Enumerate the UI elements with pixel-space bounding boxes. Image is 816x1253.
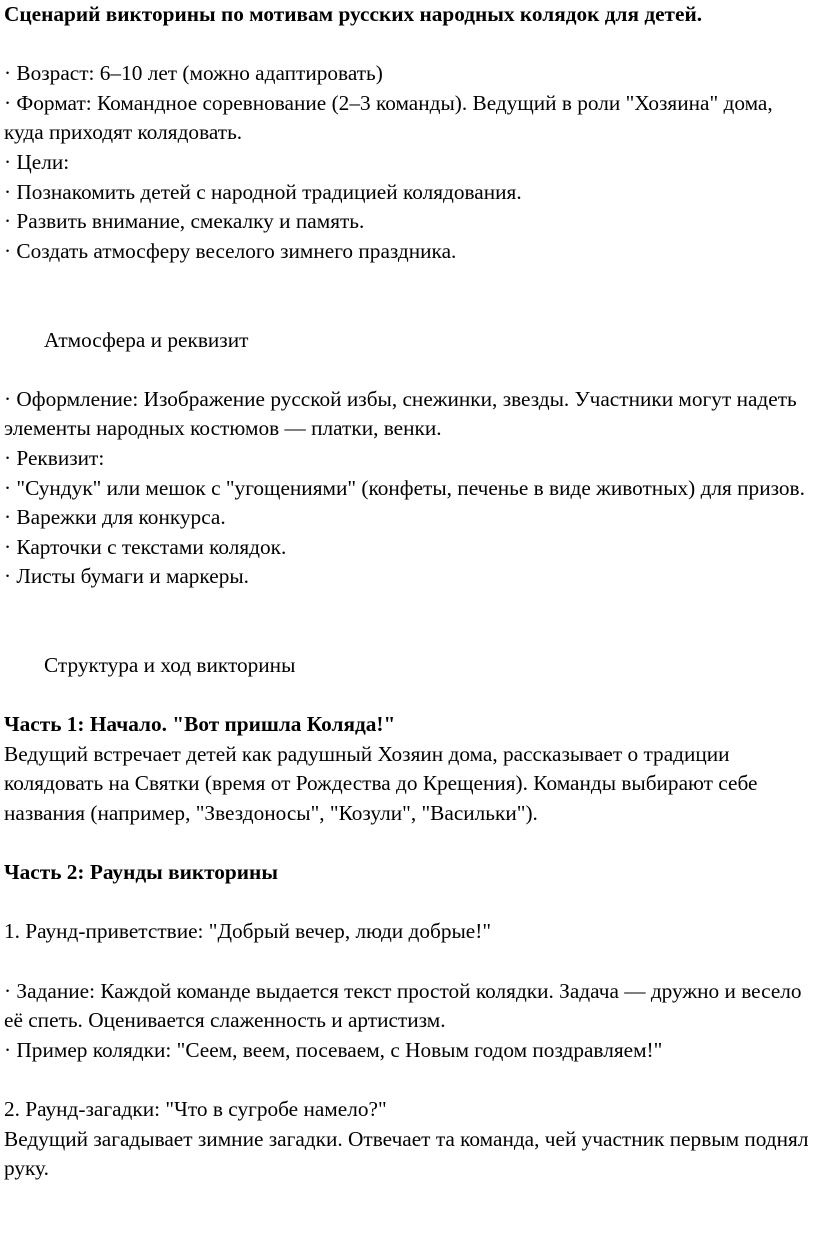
goal-item: · Познакомить детей с народной традицией колядования. xyxy=(4,179,522,204)
spacer xyxy=(4,355,810,385)
section-heading-structure: Структура и ход викторины xyxy=(44,653,296,678)
props-label: · Реквизит: xyxy=(4,445,105,470)
round2-title: 2. Раунд-загадки: "Что в сугробе намело?" xyxy=(4,1096,387,1121)
prop-item: · Варежки для конкурса. xyxy=(4,505,226,530)
spacer xyxy=(4,592,810,651)
round1-task: · Задание: Каждой команде выдается текст простой колядки. Задача — дружно и весело её спеть. Оценивается слаженность и артистизм. xyxy=(4,978,802,1033)
spacer xyxy=(4,30,810,60)
prop-item: · "Сундук" или мешок с "угощениями" (конфеты, печенье в виде животных) для призов. xyxy=(4,475,805,500)
spacer xyxy=(4,681,810,711)
spacer xyxy=(4,266,810,325)
document-title: Сценарий викторины по мотивам русских народных колядок для детей. xyxy=(4,2,703,26)
spacer xyxy=(4,947,810,977)
meta-format: · Формат: Командное соревнование (2–3 команды). Ведущий в роли "Хозяина" дома, куда приходят колядовать. xyxy=(4,90,773,145)
spacer xyxy=(4,829,810,859)
part2-title: Часть 2: Раунды викторины xyxy=(4,860,278,885)
meta-age: · Возраст: 6–10 лет (можно адаптировать) xyxy=(4,61,383,86)
goal-item: · Развить внимание, смекалку и память. xyxy=(4,209,365,234)
prop-item: · Карточки с текстами колядок. xyxy=(4,534,287,559)
meta-goals-label: · Цели: xyxy=(4,149,70,174)
atmosphere-decoration: · Оформление: Изображение русской избы, снежинки, звезды. Участники могут надеть элементы народных костюмов — платки, венки. xyxy=(4,386,797,441)
prop-item: · Листы бумаги и маркеры. xyxy=(4,564,249,589)
round2-text: Ведущий загадывает зимние загадки. Отвечает та команда, чей участник первым поднял руку. xyxy=(4,1126,809,1181)
round1-title: 1. Раунд-приветствие: "Добрый вечер, люди добрые!" xyxy=(4,919,492,944)
goal-item: · Создать атмосферу веселого зимнего праздника. xyxy=(4,238,457,263)
part1-title: Часть 1: Начало. "Вот пришла Коляда!" xyxy=(4,712,396,737)
part1-text: Ведущий встречает детей как радушный Хозяин дома, рассказывает о традиции колядовать на Святки (время от Рождества до Крещения). Команды выбирают себе названия (например, "Звездоносы", "Козули", "Васильки"). xyxy=(4,741,758,826)
round1-example: · Пример колядки: "Сеем, веем, посеваем, с Новым годом поздравляем!" xyxy=(4,1037,663,1062)
spacer xyxy=(4,888,810,918)
section-heading-atmosphere: Атмосфера и реквизит xyxy=(44,327,249,352)
spacer xyxy=(4,1065,810,1095)
